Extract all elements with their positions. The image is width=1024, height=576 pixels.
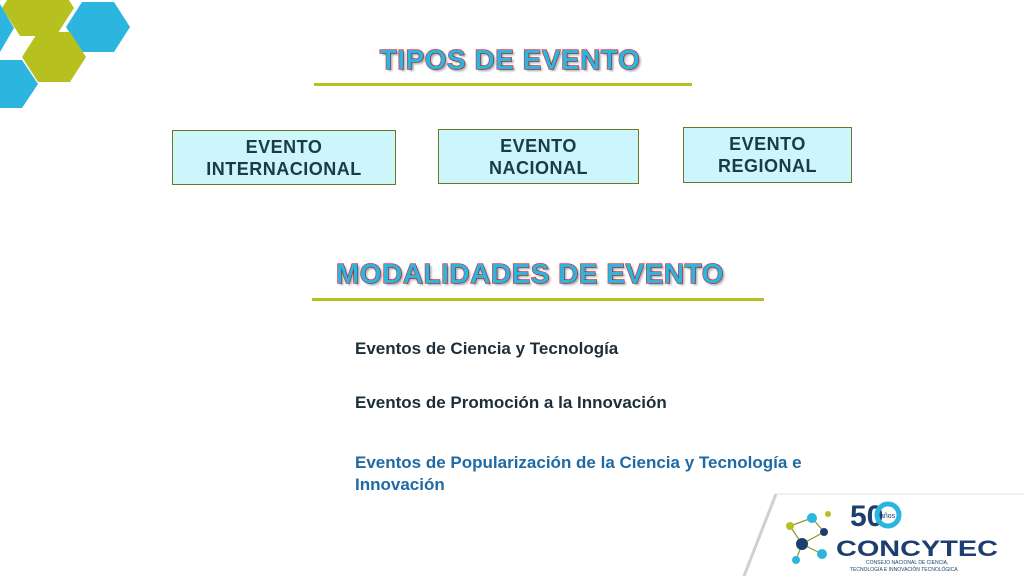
anniversary-word: años xyxy=(880,513,896,520)
concytec-tagline-1: CONSEJO NACIONAL DE CIENCIA, xyxy=(866,560,949,566)
event-type-label: EVENTO xyxy=(500,135,577,156)
event-type-label: REGIONAL xyxy=(717,156,817,176)
modality-item: Eventos de Ciencia y Tecnología xyxy=(355,339,619,358)
event-type-label: EVENTO xyxy=(729,134,806,154)
types-heading: TIPOS DE EVENTO xyxy=(379,44,641,75)
concytec-tagline-2: TECNOLOGÍA E INNOVACIÓN TECNOLÓGICA xyxy=(850,567,958,573)
event-type-label: EVENTO xyxy=(245,136,323,157)
modalities-heading: MODALIDADES DE EVENTO xyxy=(335,258,725,289)
anniversary-number: 50 xyxy=(850,500,884,533)
concytec-name: CONCYTEC xyxy=(836,536,999,561)
modality-item: Eventos de Popularización de la Ciencia y Tecnología e Innovación xyxy=(355,453,802,494)
modality-item: Eventos de Promoción a la Innovación xyxy=(355,393,667,412)
concytec-logo xyxy=(778,496,1024,576)
molecule-icon xyxy=(786,511,831,564)
event-type-label: INTERNACIONAL xyxy=(206,158,362,179)
event-type-label: NACIONAL xyxy=(489,157,588,178)
